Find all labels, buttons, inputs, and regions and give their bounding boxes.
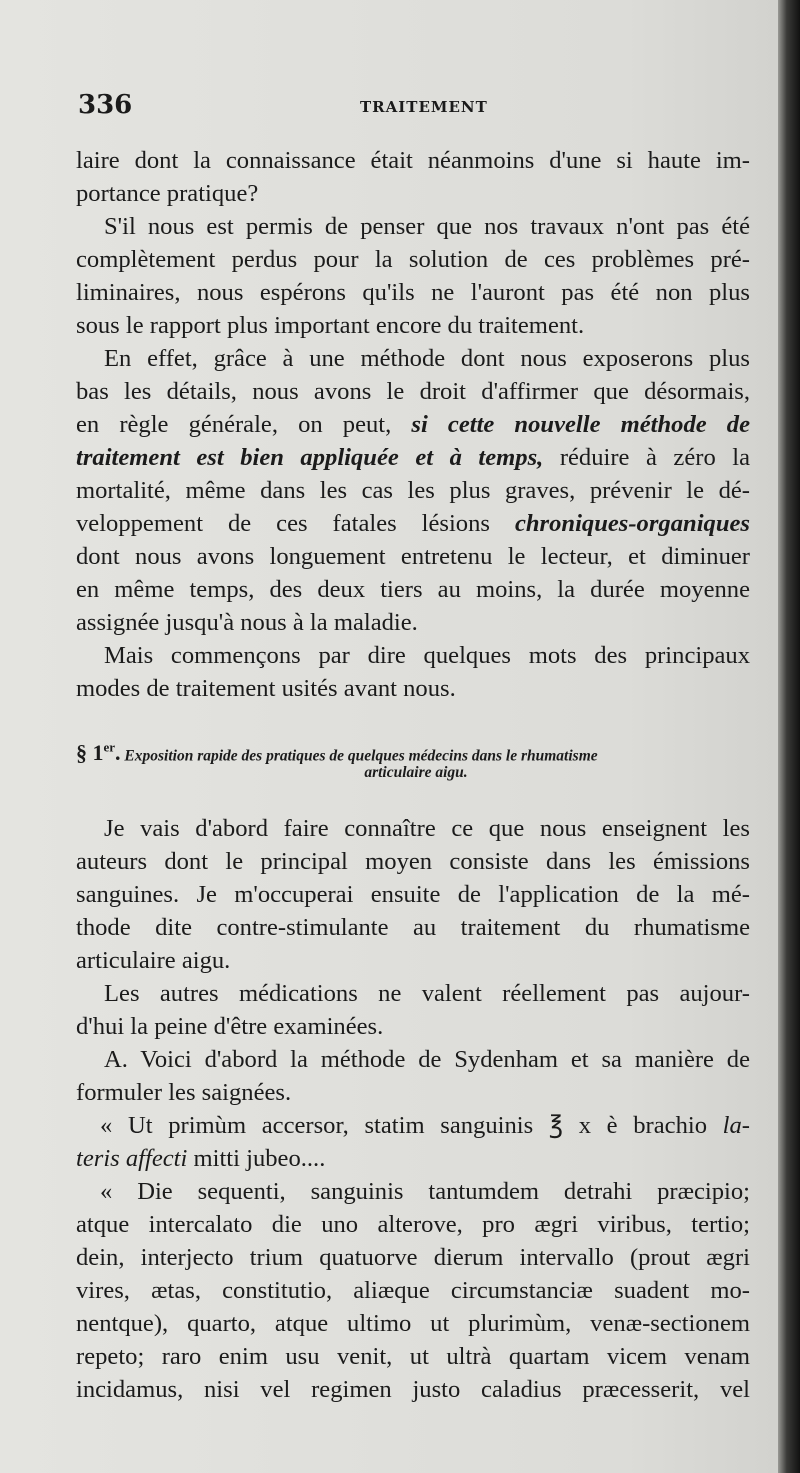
section-sup: er	[103, 740, 116, 755]
text-block-1	[76, 144, 750, 705]
book-spine-shadow	[778, 0, 800, 1473]
text-line	[76, 1109, 750, 1142]
section-heading	[76, 735, 756, 785]
text-line: vires, ætas, constitutio, aliæque circumstanciæ suadent mo-	[76, 1277, 750, 1304]
text-line: repeto; raro enim usu venit, ut ultrà quartam vicem venam	[76, 1343, 750, 1370]
text-block-2	[76, 812, 750, 1406]
emphasis-text: la-	[722, 1112, 750, 1139]
section-title: Exposition rapide des pratiques de quelques médecins dans le rhumatisme	[124, 747, 598, 765]
text-line: complètement perdus pour la solution de ces problèmes pré-	[76, 246, 750, 273]
text-line: auteurs dont le principal moyen consiste dans les émissions	[76, 848, 750, 875]
text-line: En effet, grâce à une méthode dont nous exposerons plus	[104, 345, 750, 372]
text-line: thode dite contre-stimulante au traitement du rhumatisme	[76, 914, 750, 941]
section-heading-line	[76, 735, 756, 766]
text-line: S'il nous est permis de penser que nos travaux n'ont pas été	[104, 213, 750, 240]
text-line	[76, 1142, 750, 1175]
text-line: dont nous avons longuement entretenu le lecteur, et diminuer	[76, 543, 750, 570]
emphasis-text: traitement est bien appliquée et à temps,	[76, 444, 544, 471]
text-line: nentque), quarto, atque ultimo ut plurimùm, venæ-sectionem	[76, 1310, 750, 1337]
text-run: mitti jubeo....	[193, 1145, 326, 1172]
text-line: Mais commençons par dire quelques mots des principaux	[104, 642, 750, 669]
section-mark: § 1er.	[76, 740, 121, 766]
text-line: laire dont la connaissance était néanmoins d'une si haute im-	[76, 147, 750, 174]
text-line: A. Voici d'abord la méthode de Sydenham et sa manière de	[104, 1046, 750, 1073]
text-line: mortalité, même dans les cas les plus graves, prévenir le dé-	[76, 477, 750, 504]
text-line	[76, 408, 750, 441]
text-line	[76, 441, 750, 474]
section-number: § 1	[76, 740, 104, 766]
text-line: portance pratique?	[76, 180, 259, 207]
section-title-continued: articulaire aigu.	[364, 764, 468, 781]
page-number: 336	[78, 90, 133, 120]
text-line: assignée jusqu'à nous à la maladie.	[76, 609, 418, 636]
text-line: « Die sequenti, sanguinis tantumdem detrahi præcipio;	[100, 1178, 750, 1205]
emphasis-text: si cette nouvelle méthode de	[411, 411, 750, 438]
text-line: articulaire aigu.	[76, 947, 231, 974]
text-line: en même temps, des deux tiers au moins, la durée moyenne	[76, 576, 750, 603]
text-line: dein, interjecto trium quatuorve dierum intervallo (prout ægri	[76, 1244, 750, 1271]
text-line: modes de traitement usités avant nous.	[76, 675, 456, 702]
text-run: veloppement de ces fatales lésions	[76, 510, 490, 537]
text-line: sanguines. Je m'occuperai ensuite de l'application de la mé-	[76, 881, 750, 908]
text-line	[76, 507, 750, 540]
text-line: Je vais d'abord faire connaître ce que nous enseignent les	[104, 815, 750, 842]
text-line: sous le rapport plus important encore du traitement.	[76, 312, 585, 339]
text-line: incidamus, nisi vel regimen justo caladius præcesserit, vel	[76, 1376, 750, 1403]
running-head: TRAITEMENT	[360, 98, 488, 116]
text-line: atque intercalato die uno alterove, pro ægri viribus, tertio;	[76, 1211, 750, 1238]
text-run: en règle générale, on peut,	[76, 411, 392, 438]
text-line: bas les détails, nous avons le droit d'affirmer que désormais,	[76, 378, 750, 405]
emphasis-text: chroniques-organiques	[514, 510, 750, 537]
page-header	[78, 90, 750, 124]
text-run: « Ut primùm accersor, statim sanguinis ℥ x è brachio	[100, 1112, 707, 1139]
emphasis-text: teris affecti	[76, 1145, 188, 1172]
text-line: d'hui la peine d'être examinées.	[76, 1013, 384, 1040]
text-line: liminaires, nous espérons qu'ils ne l'auront pas été non plus	[76, 279, 750, 306]
text-line: formuler les saignées.	[76, 1079, 292, 1106]
text-line: Les autres médications ne valent réellement pas aujour-	[104, 980, 750, 1007]
text-run: réduire à zéro la	[559, 444, 751, 471]
